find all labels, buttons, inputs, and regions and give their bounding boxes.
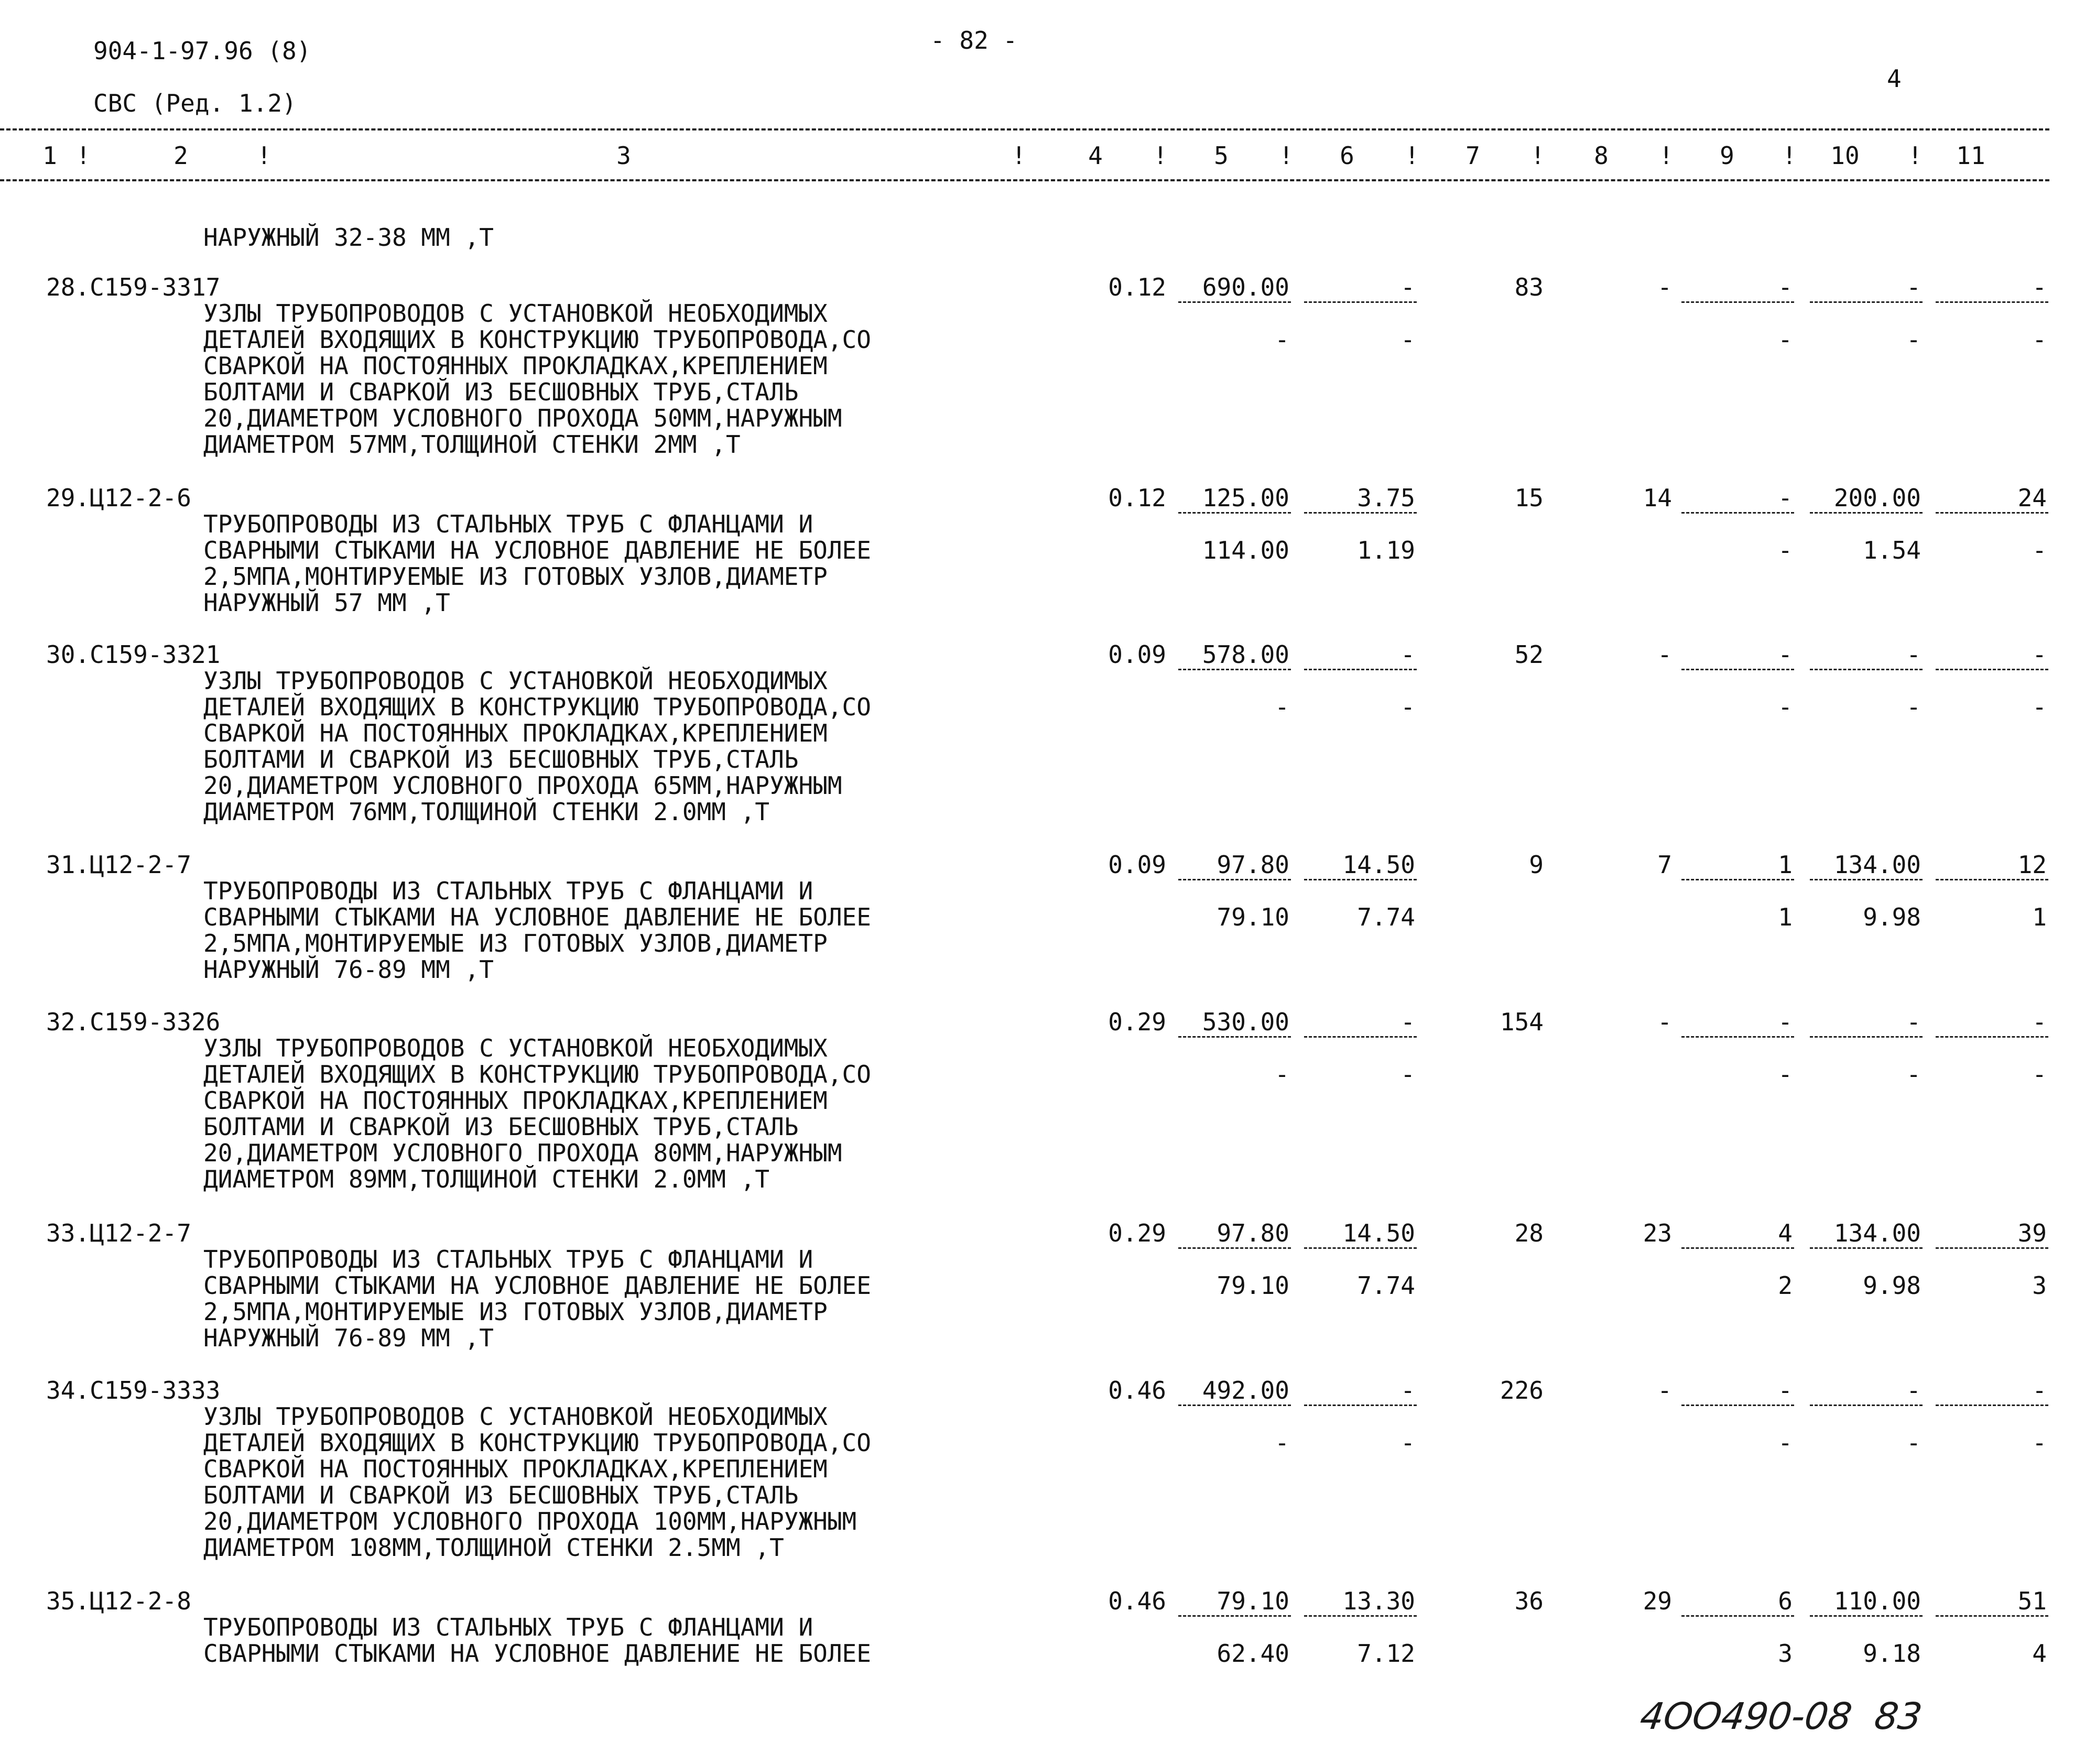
fraction-line <box>1810 669 1923 670</box>
row-code: 29.Ц12-2-6 <box>46 484 191 512</box>
row-description-line: 2,5МПА,МОНТИРУЕМЫЕ ИЗ ГОТОВЫХ УЗЛОВ,ДИАМЕТР <box>203 1298 828 1326</box>
cell-c11-lower: - <box>2032 325 2047 354</box>
cell-c6: - <box>1400 1376 1415 1404</box>
cell-c8: 23 <box>1643 1219 1672 1247</box>
row-description-line: 20,ДИАМЕТРОМ УСЛОВНОГО ПРОХОДА 50ММ,НАРУЖНЫМ <box>203 404 842 432</box>
cell-c9-lower: - <box>1778 325 1793 354</box>
header-bottom-rule <box>0 179 2049 181</box>
column-header-9: 9 <box>1720 141 1734 170</box>
fraction-line <box>1810 1615 1923 1617</box>
fraction-line <box>1304 1036 1417 1038</box>
row-description-line: ДИАМЕТРОМ 57ММ,ТОЛЩИНОЙ СТЕНКИ 2ММ ,Т <box>203 430 741 459</box>
fraction-line <box>1681 1615 1794 1617</box>
cell-c6-lower: - <box>1400 1060 1415 1088</box>
fraction-line <box>1304 879 1417 880</box>
cell-c11-lower: - <box>2032 693 2047 721</box>
fraction-line <box>1304 512 1417 514</box>
column-separator: ! <box>1012 141 1026 170</box>
cell-c4: 0.09 <box>1108 640 1166 669</box>
cell-c8: 7 <box>1657 851 1672 879</box>
column-separator: ! <box>1782 141 1797 170</box>
cell-c10: 134.00 <box>1833 1219 1921 1247</box>
cell-c6: 13.30 <box>1342 1587 1415 1615</box>
program-version: СВС (Ред. 1.2) <box>93 89 297 117</box>
column-separator: ! <box>1908 141 1923 170</box>
cell-c11: - <box>2032 1376 2047 1404</box>
fraction-line <box>1681 1036 1794 1038</box>
cell-c9: - <box>1778 273 1793 301</box>
row-description-line: СВАРНЫМИ СТЫКАМИ НА УСЛОВНОЕ ДАВЛЕНИЕ НЕ БОЛЕЕ <box>203 1639 871 1668</box>
column-header-1: 1 <box>42 141 57 170</box>
page-number: - 82 - <box>930 26 1018 55</box>
fraction-line <box>1936 301 2048 303</box>
column-header-3: 3 <box>616 141 631 170</box>
row-description-line: ДЕТАЛЕЙ ВХОДЯЩИХ В КОНСТРУКЦИЮ ТРУБОПРОВОДА,СО <box>203 1429 871 1457</box>
cell-c9: - <box>1778 1008 1793 1036</box>
row-code: 30.С159-3321 <box>46 640 221 669</box>
fraction-line <box>1178 669 1291 670</box>
cell-c4: 0.12 <box>1108 273 1166 301</box>
row-code: 35.Ц12-2-8 <box>46 1587 191 1615</box>
cell-c6-lower: 7.12 <box>1357 1639 1415 1668</box>
fraction-line <box>1810 301 1923 303</box>
column-separator: ! <box>1530 141 1545 170</box>
row-description-line: ДЕТАЛЕЙ ВХОДЯЩИХ В КОНСТРУКЦИЮ ТРУБОПРОВОДА,СО <box>203 1060 871 1088</box>
cell-c7: 9 <box>1529 851 1544 879</box>
cell-c10: 200.00 <box>1833 484 1921 512</box>
row-description-line: 2,5МПА,МОНТИРУЕМЫЕ ИЗ ГОТОВЫХ УЗЛОВ,ДИАМЕТР <box>203 929 828 957</box>
cell-c9-lower: - <box>1778 1429 1793 1457</box>
cell-c7: 28 <box>1514 1219 1544 1247</box>
cell-c5: 79.10 <box>1217 1587 1289 1615</box>
cell-c6: - <box>1400 273 1415 301</box>
sheet-number: 4 <box>1887 64 1902 93</box>
cell-c11-lower: - <box>2032 536 2047 564</box>
cell-c8: - <box>1657 640 1672 669</box>
cell-c11: - <box>2032 1008 2047 1036</box>
cell-c11: 12 <box>2017 851 2047 879</box>
cell-c5-lower: 114.00 <box>1202 536 1289 564</box>
cell-c5: 125.00 <box>1202 484 1289 512</box>
cell-c5-lower: - <box>1275 1429 1289 1457</box>
cell-c7: 36 <box>1514 1587 1544 1615</box>
fraction-line <box>1936 1247 2048 1249</box>
column-header-5: 5 <box>1214 141 1229 170</box>
cell-c5-lower: - <box>1275 325 1289 354</box>
cell-c9: 4 <box>1778 1219 1793 1247</box>
fraction-line <box>1810 512 1923 514</box>
row-code: 28.С159-3317 <box>46 273 221 301</box>
cell-c11-lower: 3 <box>2032 1271 2047 1300</box>
row-description-line: СВАРКОЙ НА ПОСТОЯННЫХ ПРОКЛАДКАХ,КРЕПЛЕНИЕМ <box>203 719 828 747</box>
cell-c5-lower: - <box>1275 693 1289 721</box>
cell-c6: - <box>1400 1008 1415 1036</box>
fraction-line <box>1936 1615 2048 1617</box>
cell-c6: 14.50 <box>1342 1219 1415 1247</box>
fraction-line <box>1681 1247 1794 1249</box>
column-separator: ! <box>1659 141 1674 170</box>
cell-c7: 52 <box>1514 640 1544 669</box>
fraction-line <box>1681 301 1794 303</box>
row-description-line: НАРУЖНЫЙ 76-89 ММ ,Т <box>203 1324 494 1352</box>
row-code: 33.Ц12-2-7 <box>46 1219 191 1247</box>
fraction-line <box>1810 879 1923 880</box>
fraction-line <box>1178 1247 1291 1249</box>
cell-c6: 14.50 <box>1342 851 1415 879</box>
cell-c4: 0.29 <box>1108 1008 1166 1036</box>
cell-c8: 14 <box>1643 484 1672 512</box>
cell-c10-lower: - <box>1906 1429 1921 1457</box>
row-description-line: ТРУБОПРОВОДЫ ИЗ СТАЛЬНЫХ ТРУБ С ФЛАНЦАМИ И <box>203 1613 813 1641</box>
fraction-line <box>1178 879 1291 880</box>
cell-c10-lower: 9.98 <box>1863 1271 1921 1300</box>
cell-c9-lower: 2 <box>1778 1271 1793 1300</box>
cell-c10-lower: 9.18 <box>1863 1639 1921 1668</box>
fraction-line <box>1681 512 1794 514</box>
column-header-11: 11 <box>1956 141 1985 170</box>
row-description-line: СВАРКОЙ НА ПОСТОЯННЫХ ПРОКЛАДКАХ,КРЕПЛЕНИЕМ <box>203 1086 828 1115</box>
cell-c10: - <box>1906 1376 1921 1404</box>
row-description-line: НАРУЖНЫЙ 57 ММ ,Т <box>203 589 450 617</box>
cell-c11: - <box>2032 640 2047 669</box>
document-code: 904-1-97.96 (8) <box>93 37 311 65</box>
cell-c4: 0.12 <box>1108 484 1166 512</box>
row-description-line: НАРУЖНЫЙ 76-89 ММ ,Т <box>203 955 494 984</box>
cell-c11-lower: - <box>2032 1429 2047 1457</box>
cell-c9-lower: 1 <box>1778 903 1793 931</box>
fraction-line <box>1304 669 1417 670</box>
cell-c11: 39 <box>2017 1219 2047 1247</box>
row-code: 34.С159-3333 <box>46 1376 221 1404</box>
column-separator: ! <box>76 141 91 170</box>
cell-c6-lower: 1.19 <box>1357 536 1415 564</box>
column-header-6: 6 <box>1340 141 1354 170</box>
row-description-line: УЗЛЫ ТРУБОПРОВОДОВ С УСТАНОВКОЙ НЕОБХОДИМЫХ <box>203 299 828 328</box>
column-header-10: 10 <box>1830 141 1860 170</box>
column-header-7: 7 <box>1465 141 1480 170</box>
cell-c10: 110.00 <box>1833 1587 1921 1615</box>
cell-c10-lower: - <box>1906 693 1921 721</box>
cell-c6: - <box>1400 640 1415 669</box>
row-description-line: БОЛТАМИ И СВАРКОЙ ИЗ БЕСШОВНЫХ ТРУБ,СТАЛЬ <box>203 1113 799 1141</box>
column-header-2: 2 <box>173 141 188 170</box>
cell-c11-lower: 4 <box>2032 1639 2047 1668</box>
handwritten-note: 4ОО490-08 83 <box>1637 1695 1925 1738</box>
cell-c11: - <box>2032 273 2047 301</box>
cell-c5-lower: 79.10 <box>1217 1271 1289 1300</box>
cell-c11: 51 <box>2017 1587 2047 1615</box>
cell-c10-lower: - <box>1906 1060 1921 1088</box>
row-description-line: БОЛТАМИ И СВАРКОЙ ИЗ БЕСШОВНЫХ ТРУБ,СТАЛЬ <box>203 378 799 406</box>
fraction-line <box>1810 1036 1923 1038</box>
row-description-line: 2,5МПА,МОНТИРУЕМЫЕ ИЗ ГОТОВЫХ УЗЛОВ,ДИАМЕТР <box>203 562 828 591</box>
fraction-line <box>1681 879 1794 880</box>
cell-c5-lower: 62.40 <box>1217 1639 1289 1668</box>
row-code: 32.С159-3326 <box>46 1008 221 1036</box>
fraction-line <box>1936 1404 2048 1406</box>
column-separator: ! <box>257 141 272 170</box>
row-description-line: 20,ДИАМЕТРОМ УСЛОВНОГО ПРОХОДА 80ММ,НАРУЖНЫМ <box>203 1139 842 1167</box>
fraction-line <box>1178 1404 1291 1406</box>
row-description-line: БОЛТАМИ И СВАРКОЙ ИЗ БЕСШОВНЫХ ТРУБ,СТАЛЬ <box>203 1481 799 1509</box>
cell-c8: - <box>1657 1376 1672 1404</box>
cell-c8: - <box>1657 1008 1672 1036</box>
cell-c9: 1 <box>1778 851 1793 879</box>
cell-c5: 97.80 <box>1217 1219 1289 1247</box>
cell-c6: 3.75 <box>1357 484 1415 512</box>
cell-c7: 154 <box>1500 1008 1544 1036</box>
cell-c7: 83 <box>1514 273 1544 301</box>
cell-c9: - <box>1778 1376 1793 1404</box>
row-description-line: СВАРНЫМИ СТЫКАМИ НА УСЛОВНОЕ ДАВЛЕНИЕ НЕ БОЛЕЕ <box>203 903 871 931</box>
row-description-line: СВАРКОЙ НА ПОСТОЯННЫХ ПРОКЛАДКАХ,КРЕПЛЕНИЕМ <box>203 1455 828 1483</box>
cell-c6-lower: 7.74 <box>1357 1271 1415 1300</box>
column-separator: ! <box>1153 141 1168 170</box>
header-top-rule <box>0 128 2049 130</box>
row-description-line: УЗЛЫ ТРУБОПРОВОДОВ С УСТАНОВКОЙ НЕОБХОДИМЫХ <box>203 1402 828 1431</box>
row-description-line: ДИАМЕТРОМ 76ММ,ТОЛЩИНОЙ СТЕНКИ 2.0ММ ,Т <box>203 798 770 826</box>
cell-c5: 97.80 <box>1217 851 1289 879</box>
cell-c6-lower: 7.74 <box>1357 903 1415 931</box>
cell-c10: 134.00 <box>1833 851 1921 879</box>
row-description-line: УЗЛЫ ТРУБОПРОВОДОВ С УСТАНОВКОЙ НЕОБХОДИМЫХ <box>203 1034 828 1062</box>
row-description-line: ДИАМЕТРОМ 108ММ,ТОЛЩИНОЙ СТЕНКИ 2.5ММ ,Т <box>203 1533 784 1562</box>
cell-c9: - <box>1778 484 1793 512</box>
cell-c7: 15 <box>1514 484 1544 512</box>
fraction-line <box>1681 669 1794 670</box>
row-description-line: ТРУБОПРОВОДЫ ИЗ СТАЛЬНЫХ ТРУБ С ФЛАНЦАМИ И <box>203 1245 813 1273</box>
fraction-line <box>1810 1247 1923 1249</box>
fraction-line <box>1304 1247 1417 1249</box>
cell-c6-lower: - <box>1400 693 1415 721</box>
cell-c9: 6 <box>1778 1587 1793 1615</box>
fraction-line <box>1178 301 1291 303</box>
row-description-line: ДЕТАЛЕЙ ВХОДЯЩИХ В КОНСТРУКЦИЮ ТРУБОПРОВОДА,СО <box>203 693 871 721</box>
cell-c6-lower: - <box>1400 1429 1415 1457</box>
cell-c10: - <box>1906 273 1921 301</box>
cell-c10-lower: 1.54 <box>1863 536 1921 564</box>
cell-c5: 530.00 <box>1202 1008 1289 1036</box>
column-separator: ! <box>1279 141 1294 170</box>
fraction-line <box>1304 1615 1417 1617</box>
row-description-line: ДИАМЕТРОМ 89ММ,ТОЛЩИНОЙ СТЕНКИ 2.0ММ ,Т <box>203 1165 770 1193</box>
cell-c5-lower: - <box>1275 1060 1289 1088</box>
row-description-line: БОЛТАМИ И СВАРКОЙ ИЗ БЕСШОВНЫХ ТРУБ,СТАЛЬ <box>203 745 799 774</box>
fraction-line <box>1810 1404 1923 1406</box>
cell-c5: 690.00 <box>1202 273 1289 301</box>
cell-c7: 226 <box>1500 1376 1544 1404</box>
fraction-line <box>1681 1404 1794 1406</box>
fraction-line <box>1304 1404 1417 1406</box>
column-separator: ! <box>1405 141 1419 170</box>
cell-c6-lower: - <box>1400 325 1415 354</box>
cell-c10: - <box>1906 640 1921 669</box>
row-description-line: ДЕТАЛЕЙ ВХОДЯЩИХ В КОНСТРУКЦИЮ ТРУБОПРОВОДА,СО <box>203 325 871 354</box>
row-description-line: ТРУБОПРОВОДЫ ИЗ СТАЛЬНЫХ ТРУБ С ФЛАНЦАМИ И <box>203 510 813 538</box>
cell-c11: 24 <box>2017 484 2047 512</box>
cell-c4: 0.46 <box>1108 1376 1166 1404</box>
cell-c9-lower: - <box>1778 693 1793 721</box>
cell-c4: 0.46 <box>1108 1587 1166 1615</box>
column-header-8: 8 <box>1594 141 1609 170</box>
cell-c5-lower: 79.10 <box>1217 903 1289 931</box>
fraction-line <box>1936 669 2048 670</box>
cell-c9-lower: - <box>1778 1060 1793 1088</box>
cell-c4: 0.29 <box>1108 1219 1166 1247</box>
cell-c8: 29 <box>1643 1587 1672 1615</box>
cell-c11-lower: - <box>2032 1060 2047 1088</box>
column-header-4: 4 <box>1088 141 1103 170</box>
cell-c5: 492.00 <box>1202 1376 1289 1404</box>
fraction-line <box>1936 512 2048 514</box>
row-code: 31.Ц12-2-7 <box>46 851 191 879</box>
row-description-line: 20,ДИАМЕТРОМ УСЛОВНОГО ПРОХОДА 100ММ,НАРУЖНЫМ <box>203 1507 857 1536</box>
continuation-text: НАРУЖНЫЙ 32-38 ММ ,Т <box>203 223 494 252</box>
fraction-line <box>1304 301 1417 303</box>
cell-c5: 578.00 <box>1202 640 1289 669</box>
fraction-line <box>1178 512 1291 514</box>
cell-c10: - <box>1906 1008 1921 1036</box>
cell-c10-lower: 9.98 <box>1863 903 1921 931</box>
row-description-line: УЗЛЫ ТРУБОПРОВОДОВ С УСТАНОВКОЙ НЕОБХОДИМЫХ <box>203 667 828 695</box>
fraction-line <box>1936 879 2048 880</box>
row-description-line: СВАРНЫМИ СТЫКАМИ НА УСЛОВНОЕ ДАВЛЕНИЕ НЕ БОЛЕЕ <box>203 536 871 564</box>
cell-c4: 0.09 <box>1108 851 1166 879</box>
fraction-line <box>1936 1036 2048 1038</box>
cell-c11-lower: 1 <box>2032 903 2047 931</box>
row-description-line: СВАРНЫМИ СТЫКАМИ НА УСЛОВНОЕ ДАВЛЕНИЕ НЕ БОЛЕЕ <box>203 1271 871 1300</box>
row-description-line: ТРУБОПРОВОДЫ ИЗ СТАЛЬНЫХ ТРУБ С ФЛАНЦАМИ И <box>203 877 813 905</box>
fraction-line <box>1178 1036 1291 1038</box>
fraction-line <box>1178 1615 1291 1617</box>
cell-c9: - <box>1778 640 1793 669</box>
cell-c8: - <box>1657 273 1672 301</box>
row-description-line: 20,ДИАМЕТРОМ УСЛОВНОГО ПРОХОДА 65ММ,НАРУЖНЫМ <box>203 771 842 800</box>
cell-c9-lower: - <box>1778 536 1793 564</box>
cell-c10-lower: - <box>1906 325 1921 354</box>
cell-c9-lower: 3 <box>1778 1639 1793 1668</box>
row-description-line: СВАРКОЙ НА ПОСТОЯННЫХ ПРОКЛАДКАХ,КРЕПЛЕНИЕМ <box>203 352 828 380</box>
